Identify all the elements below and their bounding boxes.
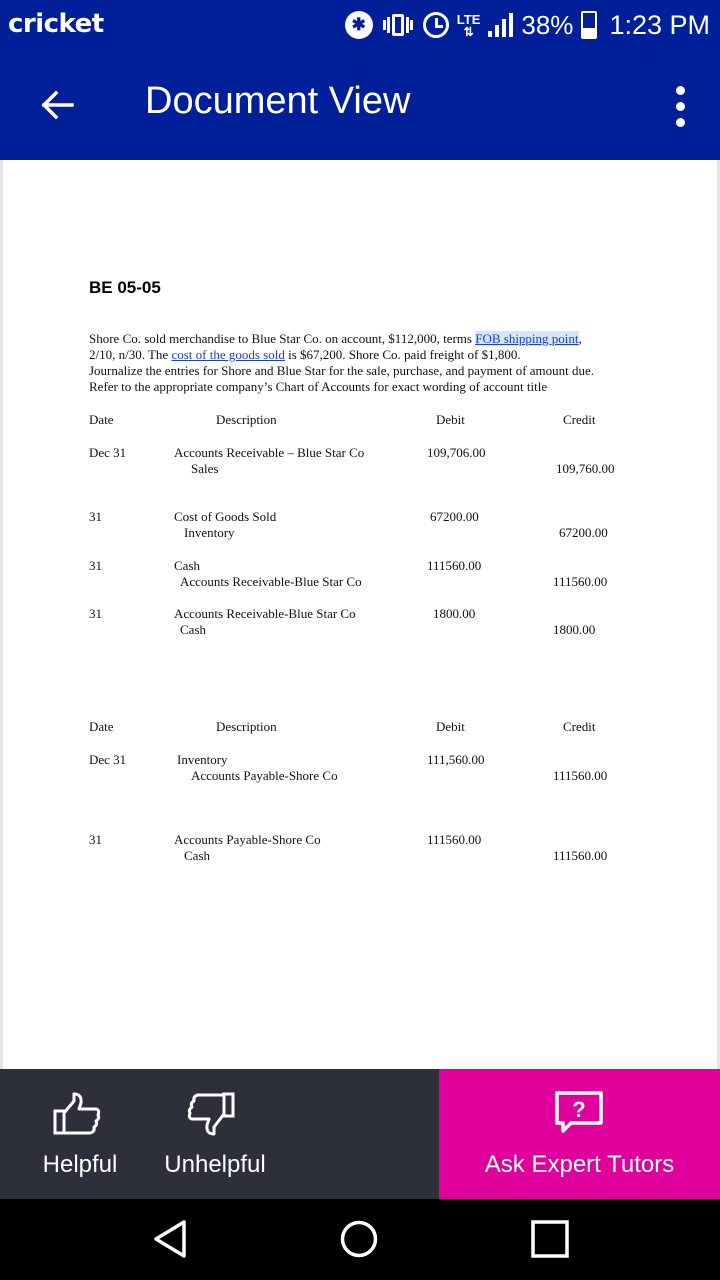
vibrate-icon: [381, 12, 415, 38]
credit-account: Cash: [184, 848, 210, 863]
nav-back-button[interactable]: [146, 1217, 194, 1261]
text-fragment: is $67,200. Shore Co. paid freight of $1,800.: [284, 347, 521, 362]
debit-account: Accounts Receivable – Blue Star Co: [174, 445, 365, 460]
debit-account: Cash: [174, 558, 200, 573]
signal-icon: [488, 13, 513, 37]
more-vert-icon: [676, 86, 685, 95]
debit-account: Accounts Receivable-Blue Star Co: [174, 606, 356, 621]
column-header-debit: Debit: [436, 719, 465, 734]
debit-amount: 109,706.00: [427, 445, 486, 460]
question-bubble-icon: [553, 1089, 605, 1135]
credit-amount: 111560.00: [553, 574, 608, 589]
page-title: Document View: [145, 80, 411, 122]
square-recents-icon: [530, 1219, 570, 1259]
column-header-debit: Debit: [436, 412, 465, 427]
signal-bar: [495, 25, 499, 37]
credit-amount: 111560.00: [553, 848, 608, 863]
column-header-credit: Credit: [563, 719, 596, 734]
circle-home-icon: [339, 1219, 379, 1259]
debit-amount: 111,560.00: [427, 752, 485, 767]
text-fragment: ,: [578, 331, 582, 346]
app-bar: [0, 50, 720, 160]
nav-recents-button[interactable]: [526, 1217, 574, 1261]
document-viewer[interactable]: [0, 160, 720, 1070]
entry-date: 31: [89, 832, 102, 847]
credit-account: Inventory: [184, 525, 235, 540]
carrier-name: cricket: [8, 9, 104, 39]
credit-account: Accounts Payable-Shore Co: [191, 768, 338, 783]
debit-account: Inventory: [177, 752, 228, 767]
debit-amount: 111560.00: [427, 558, 482, 573]
signal-bar: [509, 13, 513, 37]
text-line: Journalize the entries for Shore and Blue Star for the sale, purchase, and payment of amount due.: [89, 363, 595, 378]
text-line: Refer to the appropriate company’s Chart of Accounts for exact wording of account title: [89, 379, 548, 394]
unhelpful-label: Unhelpful: [164, 1151, 266, 1178]
credit-account: Cash: [180, 622, 206, 637]
debit-amount: 111560.00: [427, 832, 482, 847]
entry-date: 31: [89, 558, 102, 573]
bottom-action-bar: [0, 1069, 720, 1199]
text-fragment: 2/10, n/30. The: [89, 347, 172, 362]
battery-percent: 38%: [521, 9, 574, 40]
entry-date: 31: [89, 509, 102, 524]
debit-account: Accounts Payable-Shore Co: [174, 832, 321, 847]
credit-account: Accounts Receivable-Blue Star Co: [180, 574, 362, 589]
credit-amount: 111560.00: [553, 768, 608, 783]
battery-icon: [581, 11, 597, 39]
status-icons: [345, 6, 710, 44]
clock: 1:23 PM: [609, 9, 710, 40]
signal-bar: [488, 31, 492, 37]
arrow-left-icon: [40, 90, 74, 120]
column-header-description: Description: [216, 412, 277, 427]
ask-expert-tutors-button[interactable]: [439, 1069, 720, 1199]
bluetooth-icon: ✱: [345, 11, 373, 39]
document-heading: BE 05-05: [89, 278, 161, 297]
debit-amount: 67200.00: [430, 509, 479, 524]
credit-amount: 109,760.00: [556, 461, 615, 476]
column-header-credit: Credit: [563, 412, 596, 427]
helpful-button[interactable]: [20, 1069, 140, 1199]
credit-amount: 67200.00: [559, 525, 608, 540]
column-header-description: Description: [216, 719, 277, 734]
network-type: LTE: [456, 11, 481, 27]
ask-expert-tutors-label: Ask Expert Tutors: [484, 1151, 675, 1178]
debit-account: Cost of Goods Sold: [174, 509, 277, 524]
credit-amount: 1800.00: [553, 622, 596, 637]
more-options-button[interactable]: [662, 80, 698, 132]
helpful-label: Helpful: [42, 1151, 118, 1178]
lte-icon: LTE ⇅: [456, 11, 481, 39]
link-fob-shipping-point[interactable]: FOB shipping point: [475, 331, 579, 346]
entry-date: Dec 31: [89, 445, 127, 460]
problem-text: [89, 331, 649, 395]
thumbs-down-icon: [182, 1091, 238, 1137]
svg-text:?: ?: [572, 1097, 586, 1122]
unhelpful-button[interactable]: [150, 1069, 280, 1199]
status-bar: [0, 0, 720, 50]
column-header-date: Date: [89, 412, 114, 427]
triangle-back-icon: [152, 1219, 188, 1259]
nav-home-button[interactable]: [335, 1217, 383, 1261]
system-nav-bar: [0, 1199, 720, 1280]
entry-date: Dec 31: [89, 752, 127, 767]
signal-bar: [502, 19, 506, 37]
text-fragment: Shore Co. sold merchandise to Blue Star Co. on account, $112,000, terms: [89, 331, 476, 346]
alarm-icon: [423, 12, 449, 38]
back-button[interactable]: [28, 76, 86, 134]
entry-date: 31: [89, 606, 102, 621]
credit-account: Sales: [191, 461, 219, 476]
column-header-date: Date: [89, 719, 114, 734]
link-cost-of-goods-sold[interactable]: cost of the goods sold: [171, 347, 285, 362]
debit-amount: 1800.00: [433, 606, 476, 621]
thumbs-up-icon: [52, 1091, 102, 1137]
feedback-panel: [0, 1069, 439, 1199]
